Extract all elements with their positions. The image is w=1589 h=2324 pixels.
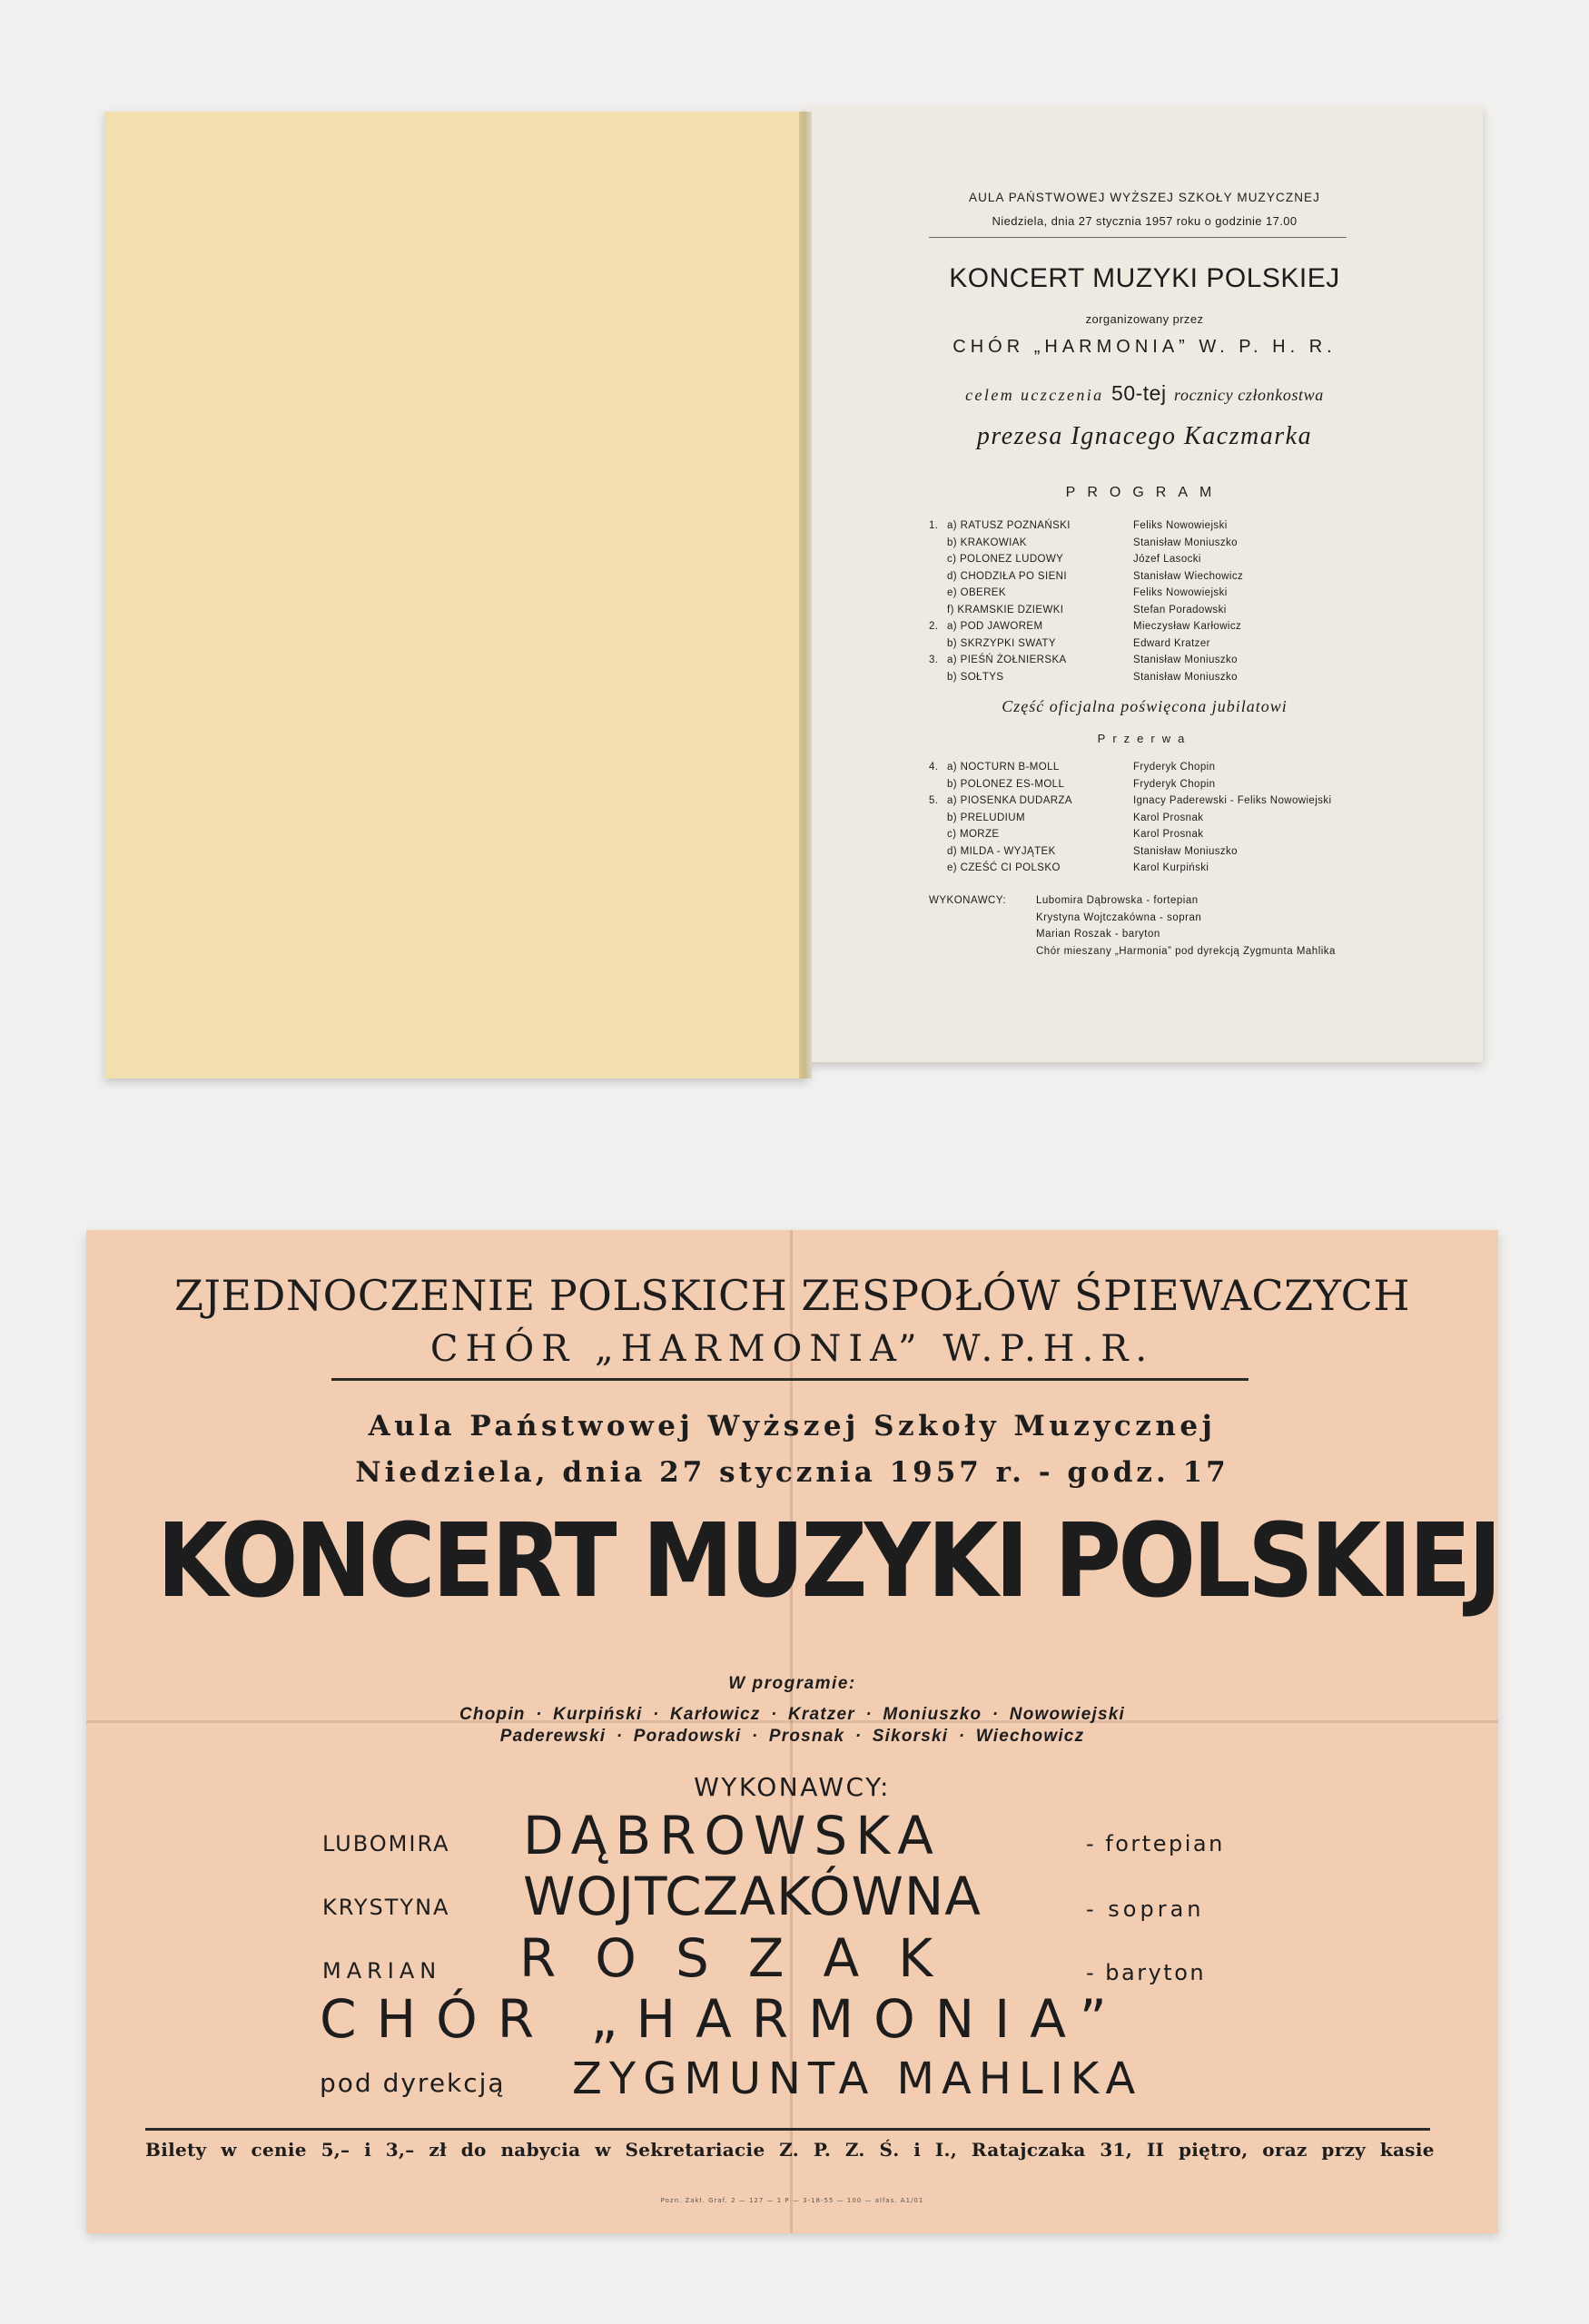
- poster-rule-bottom: [145, 2128, 1430, 2131]
- program-composer: Fryderyk Chopin: [1133, 778, 1216, 790]
- program-piece: b) SKRZYPKI SWATY: [947, 637, 1056, 649]
- program-piece: b) KRAKOWIAK: [947, 537, 1027, 548]
- program-piece: a) POD JAWOREM: [947, 621, 1043, 632]
- poster-choir: CHÓR „HARMONIA” W.P.H.R.: [429, 1328, 1155, 1370]
- tickets-word: Ś.: [879, 2139, 900, 2161]
- program-composer: Edward Kratzer: [1133, 637, 1210, 649]
- poster-director: ZYGMUNTA MAHLIKA: [572, 2053, 1143, 2104]
- performer-line: Marian Roszak - baryton: [1036, 929, 1160, 940]
- tickets-word: i: [364, 2139, 372, 2161]
- program-composer: Karol Prosnak: [1133, 829, 1204, 840]
- tickets-word: Z.: [779, 2139, 800, 2161]
- poster-composers-2: Paderewski · Poradowski · Prosnak · Sikorski · Wiechowicz: [499, 1727, 1085, 1746]
- tickets-word: piętro,: [1178, 2139, 1248, 2161]
- booklet-program-page: [806, 107, 1483, 1062]
- poster-performers-label: WYKONAWCY:: [694, 1772, 891, 1802]
- program-number: 2.: [929, 621, 939, 632]
- booklet-organized-by: zorganizowany przez: [1085, 312, 1204, 326]
- poster-title: KONCERT MUZYKI POLSKIEJ: [156, 1502, 1499, 1620]
- booklet-venue: AULA PAŃSTWOWEJ WYŻSZEJ SZKOŁY MUZYCZNEJ: [968, 191, 1321, 204]
- program-piece: b) PRELUDIUM: [947, 812, 1025, 823]
- poster-p2-last: WOJTCZAKÓWNA: [523, 1866, 982, 1927]
- poster-fine-print: Pozn. Zakł. Graf. 2 — 127 — 1 P — 3-18-55 — 100 — alfas. A1/01: [660, 2197, 924, 2204]
- tickets-word: Ratajczaka: [971, 2139, 1086, 2161]
- program-number: 3.: [929, 655, 939, 665]
- tickets-word: II: [1146, 2139, 1165, 2161]
- booklet-date: Niedziela, dnia 27 stycznia 1957 roku o godzinie 17.00: [992, 214, 1298, 228]
- poster-choir-big: CHÓR „HARMONIA”: [320, 1988, 1127, 2050]
- poster-composers-1: Chopin · Kurpiński · Karłowicz · Kratzer · Moniuszko · Nowowiejski: [459, 1705, 1126, 1724]
- program-piece: a) PIOSENKA DUDARZA: [947, 795, 1072, 806]
- program-composer: Stanisław Wiechowicz: [1133, 570, 1244, 582]
- poster-p1-inst: - fortepian: [1086, 1831, 1225, 1856]
- booklet-rule: [929, 237, 1347, 238]
- booklet-left-leaf: [104, 112, 808, 1078]
- booklet-spine: [799, 112, 812, 1078]
- program-composer: Stanisław Moniuszko: [1133, 655, 1238, 665]
- poster-p3-inst: - baryton: [1086, 1960, 1207, 1985]
- program-composer: Karol Kurpiński: [1133, 862, 1209, 873]
- program-piece: b) SOŁTYS: [947, 671, 1004, 683]
- tickets-word: I.,: [934, 2139, 958, 2161]
- program-piece: a) NOCTURN B-MOLL: [947, 762, 1060, 773]
- performers-label: WYKONAWCY:: [929, 895, 1007, 906]
- tickets-word: Bilety: [145, 2139, 207, 2161]
- program-composer: Stanisław Moniuszko: [1133, 671, 1238, 683]
- poster-tickets: [145, 2139, 1435, 2161]
- poster-date: Niedziela, dnia 27 stycznia 1957 r. - godz. 17: [355, 1456, 1229, 1489]
- tickets-word: do: [460, 2139, 487, 2161]
- program-piece: e) OBEREK: [947, 587, 1006, 598]
- tickets-word: oraz: [1262, 2139, 1308, 2161]
- poster-director-prefix: pod dyrekcją: [320, 2068, 506, 2098]
- program-composer: Mieczysław Karłowicz: [1133, 621, 1242, 632]
- tickets-word: i: [913, 2139, 922, 2161]
- poster-p2-first: KRYSTYNA: [322, 1895, 450, 1920]
- tickets-word: nabycia: [500, 2139, 581, 2161]
- tickets-word: przy: [1321, 2139, 1367, 2161]
- poster-p3-last: ROSZAK: [519, 1927, 972, 1989]
- program-composer: Ignacy Paderewski - Feliks Nowowiejski: [1133, 795, 1332, 806]
- program-piece: a) RATUSZ POZNAŃSKI: [947, 520, 1071, 531]
- tickets-word: w: [595, 2139, 611, 2161]
- program-composer: Stanisław Moniuszko: [1133, 845, 1238, 857]
- program-number: 4.: [929, 762, 939, 773]
- program-piece: c) POLONEZ LUDOWY: [947, 554, 1064, 565]
- poster-p2-inst: - sopran: [1086, 1896, 1205, 1922]
- tickets-word: 31,: [1100, 2139, 1133, 2161]
- tickets-word: Sekretariacie: [625, 2139, 765, 2161]
- tickets-word: kasie: [1379, 2139, 1435, 2161]
- program-piece: c) MORZE: [947, 829, 1000, 840]
- tickets-word: cenie: [251, 2139, 307, 2161]
- program-piece: e) CZEŚĆ CI POLSKO: [947, 862, 1061, 873]
- tickets-word: Z.: [844, 2139, 865, 2161]
- program-number: 5.: [929, 795, 939, 806]
- program-composer: Feliks Nowowiejski: [1133, 520, 1228, 531]
- poster-venue: Aula Państwowej Wyższej Szkoły Muzycznej: [368, 1410, 1217, 1443]
- program-number: 1.: [929, 520, 939, 531]
- performer-line: Krystyna Wojtczakówna - sopran: [1036, 911, 1202, 923]
- program-composer: Stefan Poradowski: [1133, 604, 1227, 615]
- program-piece: a) PIEŚŃ ŻOŁNIERSKA: [947, 655, 1067, 665]
- program-composer: Karol Prosnak: [1133, 812, 1204, 823]
- program-piece: d) CHODZIŁA PO SIENI: [947, 570, 1067, 582]
- poster-p3-first: MARIAN: [322, 1958, 442, 1984]
- tickets-word: P.: [813, 2139, 832, 2161]
- performer-line: Lubomira Dąbrowska - fortepian: [1036, 895, 1199, 906]
- booklet-choir: CHÓR „HARMONIA” W. P. H. R.: [952, 337, 1337, 357]
- performers-list: [1036, 892, 1336, 960]
- tickets-word: 5,–: [321, 2139, 350, 2161]
- poster-program-label: W programie:: [728, 1674, 856, 1693]
- program-composer: Feliks Nowowiejski: [1133, 587, 1228, 598]
- booklet-occasion: celem uczczenia 50-tej rocznicy członkostwa: [965, 381, 1324, 405]
- poster-p1-first: LUBOMIRA: [322, 1831, 450, 1856]
- performer-line: Chór mieszany „Harmonia” pod dyrekcją Zygmunta Mahlika: [1036, 945, 1336, 957]
- booklet-program-heading: PROGRAM: [1065, 485, 1224, 500]
- tickets-word: w: [221, 2139, 237, 2161]
- program-piece: b) POLONEZ ES-MOLL: [947, 778, 1065, 790]
- program-composer: Fryderyk Chopin: [1133, 762, 1216, 773]
- booklet-official-part: Część oficjalna poświęcona jubilatowi: [1002, 697, 1288, 715]
- program-piece: f) KRAMSKIE DZIEWKI: [947, 604, 1064, 615]
- booklet-intermission: Przerwa: [1097, 732, 1192, 745]
- program-piece: d) MILDA - WYJĄTEK: [947, 845, 1056, 857]
- booklet-title: KONCERT MUZYKI POLSKIEJ: [949, 263, 1340, 293]
- poster-org: ZJEDNOCZENIE POLSKICH ZESPOŁÓW ŚPIEWACZYCH: [174, 1271, 1410, 1320]
- booklet-president: prezesa Ignacego Kaczmarka: [976, 422, 1313, 450]
- tickets-word: zł: [429, 2139, 447, 2161]
- poster-p1-last: DĄBROWSKA: [523, 1805, 942, 1866]
- tickets-word: 3,–: [385, 2139, 415, 2161]
- program-composer: Stanisław Moniuszko: [1133, 537, 1238, 548]
- poster-rule-top: [331, 1378, 1248, 1381]
- program-composer: Józef Lasocki: [1133, 554, 1201, 565]
